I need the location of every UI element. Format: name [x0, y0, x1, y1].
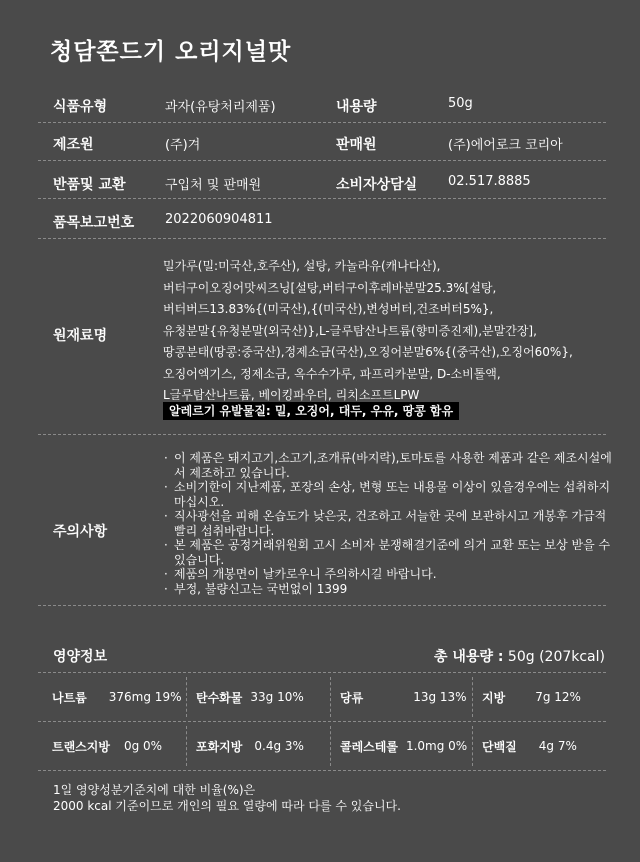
divider — [38, 122, 606, 123]
consult-label: 소비자상담실 — [336, 177, 418, 193]
product-title: 청담쫀드기 오리지널맛 — [50, 39, 292, 65]
divider — [38, 238, 606, 239]
return-value: 구입처 및 판매원 — [165, 178, 262, 193]
maker-label: 제조원 — [53, 137, 94, 153]
nutrient-carbohydrate — [196, 673, 304, 721]
return-label: 반품및 교환 — [53, 177, 126, 193]
total-value: 50g (207kcal) — [507, 649, 605, 665]
nutrient-name: 단백질 — [482, 739, 517, 754]
volume-label: 내용량 — [336, 99, 377, 115]
nutrition-row — [38, 673, 606, 721]
ingredient-line: 버터구이오징어맛씨즈닝[설탕,버터구이후레바분말25.3%[설탕, — [163, 280, 497, 295]
ingredients-list — [163, 256, 603, 407]
nutrition-title: 영양정보 — [53, 649, 108, 665]
caution-item: · 부정, 불량신고는 국번없이 1399 — [162, 582, 612, 597]
nutrient-name: 트랜스지방 — [52, 739, 110, 754]
caution-item: · 소비기한이 지난제품, 포장의 손상, 변형 또는 내용물 이상이 있을경우에는 섭취하지 마십시오. — [162, 480, 612, 509]
nutrient-name: 나트륨 — [52, 690, 87, 705]
ingredient-line: 유청분말{유청분말(외국산)},L-글루탐산나트륨(향미증진제),분말간장], — [163, 323, 537, 338]
divider — [330, 726, 331, 766]
caution-label: 주의사항 — [53, 524, 108, 540]
nutrient-value: 376mg 19% — [108, 690, 182, 704]
nutrient-name: 당류 — [340, 690, 364, 705]
nutrient-name: 지방 — [482, 690, 506, 705]
ingredient-line: 버터버드13.83%{(미국산),{(미국산),변성버터,건조버터5%}, — [163, 302, 494, 316]
nutrient-value: 4g 7% — [538, 739, 577, 753]
total-label: 총 내용량 : — [434, 649, 504, 665]
nutrient-value: 1.0mg 0% — [405, 739, 468, 753]
nutrient-trans-fat — [52, 722, 162, 770]
caution-item: · 제품의 개봉면이 날카로우니 주의하시길 바랍니다. — [162, 567, 612, 582]
nutrient-value: 33g 10% — [250, 690, 304, 704]
ingredient-line: L글루탐산나트륨, 베이킹파우더, 리치소프트LPW — [163, 388, 420, 402]
allergy-notice: 알레르기 유발물질: 밀, 오징어, 대두, 우유, 땅콩 함유 — [163, 402, 459, 420]
ingredient-line: 오징어엑기스, 정제소금, 옥수수가루, 파프리카분말, D-소비톨액, — [163, 366, 501, 381]
divider — [38, 770, 606, 771]
divider — [38, 605, 606, 606]
divider — [186, 677, 187, 717]
nutrient-name: 포화지방 — [196, 739, 243, 754]
divider — [472, 726, 473, 766]
divider — [38, 198, 606, 199]
nutrient-value: 7g 12% — [535, 690, 581, 704]
daily-value-footnote — [53, 782, 401, 814]
divider — [472, 677, 473, 717]
divider — [38, 434, 606, 435]
type-label: 식품유형 — [53, 99, 108, 115]
nutrient-sugar — [340, 673, 467, 721]
nutrition-row — [38, 722, 606, 770]
footnote-line: 1일 영양성분기준치에 대한 비율(%)은 — [53, 783, 256, 797]
consult-value: 02.517.8885 — [448, 174, 531, 189]
report-label: 품목보고번호 — [53, 215, 135, 231]
caution-item: · 본 제품은 공정거래위원회 고시 소비자 분쟁해결기준에 의거 교환 또는 보상 받을 수 있습니다. — [162, 538, 612, 567]
caution-list — [162, 451, 612, 596]
nutrient-name: 탄수화물 — [196, 690, 243, 705]
type-value: 과자(유탕처리제품) — [165, 100, 276, 115]
ingredient-line: 밀가루(밀:미국산,호주산), 설탕, 카놀라유(캐나다산), — [163, 259, 441, 273]
seller-label: 판매원 — [336, 137, 377, 153]
ingredients-label: 원재료명 — [53, 328, 108, 344]
nutrient-fat — [482, 673, 581, 721]
nutrient-sodium — [52, 673, 181, 721]
seller-value: (주)에어로크 코리아 — [448, 138, 563, 153]
footnote-line: 2000 kcal 기준이므로 개인의 필요 열량에 따라 다를 수 있습니다. — [53, 799, 401, 813]
nutrient-protein — [482, 722, 577, 770]
caution-item: · 직사광선을 피해 온습도가 낮은곳, 건조하고 서늘한 곳에 보관하시고 개봉후 가급적 빨리 섭취바랍니다. — [162, 509, 612, 538]
divider — [330, 677, 331, 717]
report-value: 2022060904811 — [165, 212, 273, 227]
maker-value: (주)겨 — [165, 138, 201, 153]
nutrient-value: 0g 0% — [123, 739, 163, 753]
divider — [38, 160, 606, 161]
nutrient-saturated-fat — [196, 722, 304, 770]
nutrient-cholesterol — [340, 722, 467, 770]
nutrient-name: 콜레스테롤 — [340, 739, 398, 754]
volume-value: 50g — [448, 96, 473, 111]
nutrition-total — [434, 646, 605, 666]
caution-item: · 이 제품은 돼지고기,소고기,조개류(바지락),토마토를 사용한 제품과 같은 제조시설에서 제조하고 있습니다. — [162, 451, 612, 480]
divider — [186, 726, 187, 766]
nutrient-value: 13g 13% — [413, 690, 467, 704]
nutrient-value: 0.4g 3% — [254, 739, 304, 753]
ingredient-line: 땅콩분태(땅콩:중국산),정제소금(국산),오징어분말6%{(중국산),오징어60%}, — [163, 345, 573, 359]
